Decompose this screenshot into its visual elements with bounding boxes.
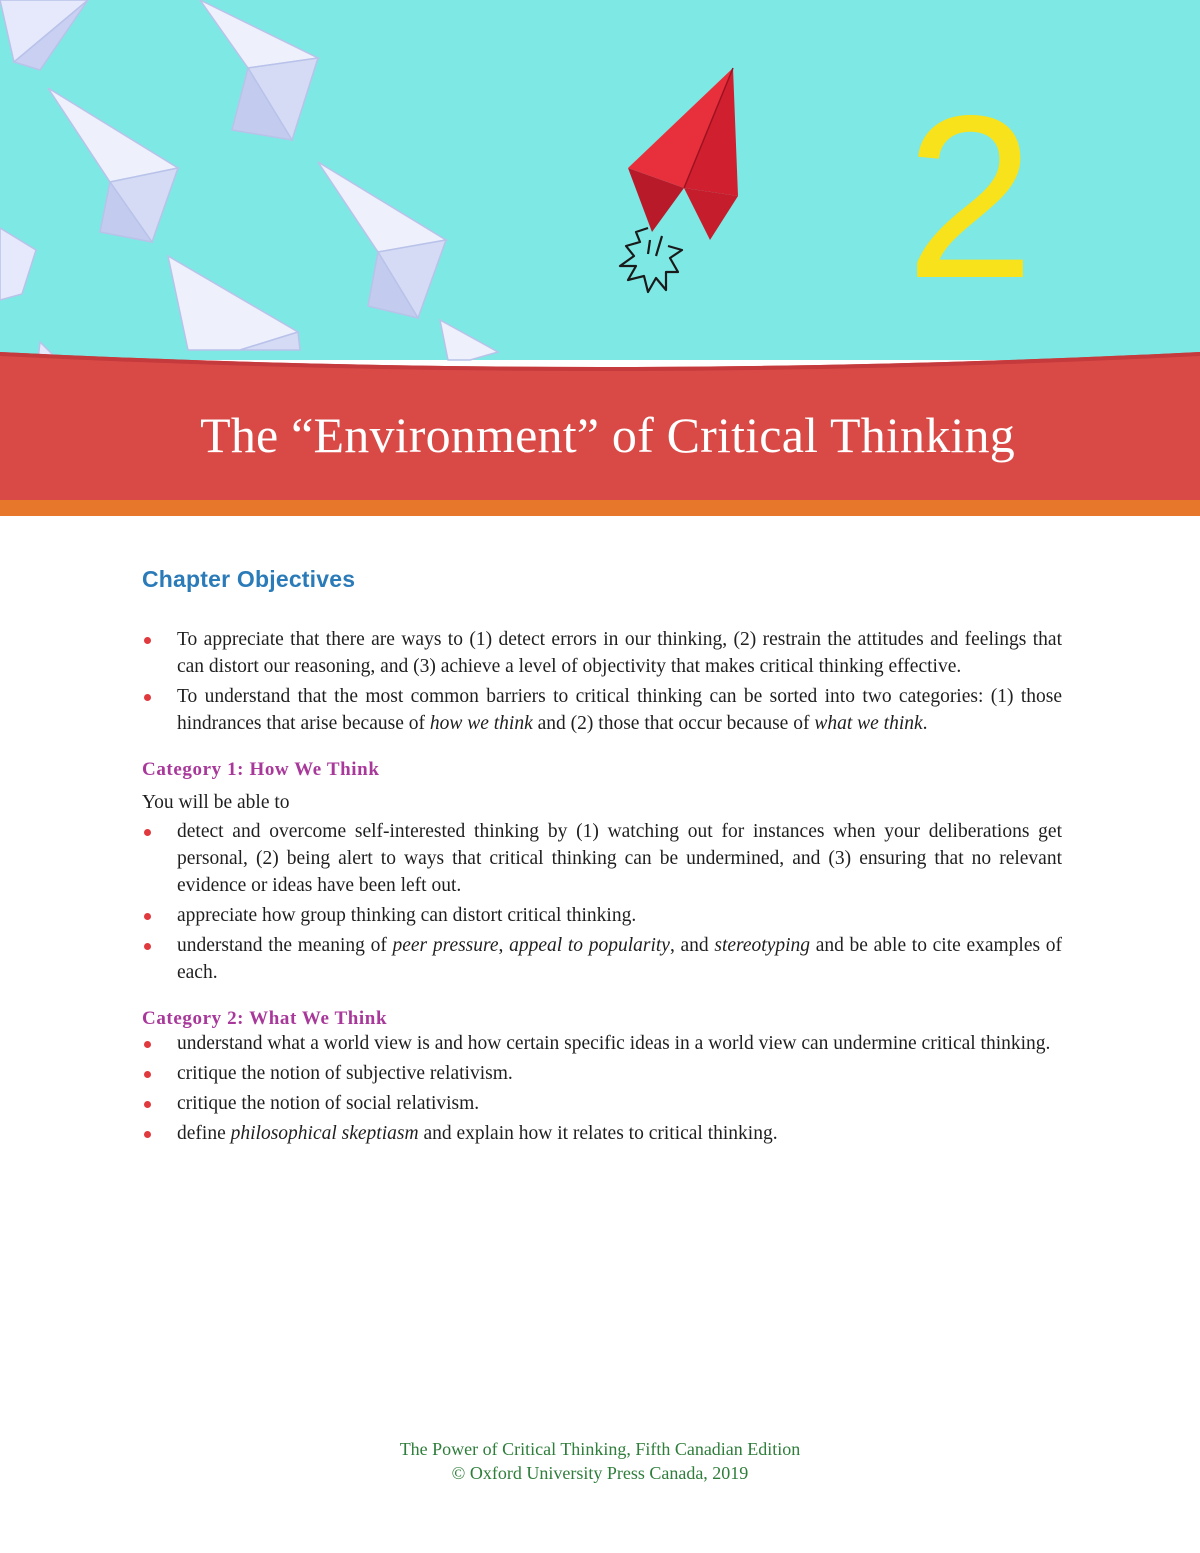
list-item-text: , and	[669, 935, 715, 956]
list-item-text: .	[922, 713, 928, 734]
list-item-text: critique the notion of social relativism.	[177, 1093, 480, 1114]
bullet-icon	[144, 913, 151, 920]
list-item-text: To appreciate that there are ways to (1) detect errors in our thinking, (2) restrain the attitudes and feelings that can distort our reasoning, and (3) achieve a level of objectivity that makes critical thinking effective.	[177, 629, 1062, 677]
category-2-list	[142, 1030, 1062, 1147]
list-item-text: and explain how it relates to critical thinking.	[418, 1123, 778, 1144]
list-item-text: ,	[498, 935, 510, 956]
footer-book-title: The Power of Critical Thinking, Fifth Canadian Edition	[399, 1439, 801, 1459]
chapter-number: 2	[905, 68, 1035, 327]
page-footer	[0, 1437, 1200, 1485]
list-item-text: understand what a world view is and how certain specific ideas in a world view can undermine critical thinking.	[177, 1033, 1051, 1054]
category-1-heading: Category 1: How We Think	[142, 759, 380, 780]
list-item	[142, 626, 1062, 680]
list-item	[142, 902, 1062, 929]
list-item	[142, 1060, 1062, 1087]
list-item-text: To understand that the most common barriers to critical thinking can be sorted into two categories: (1) those hindrances that arise because of	[177, 686, 1062, 734]
bullet-icon	[144, 943, 151, 950]
category-2-heading: Category 2: What We Think	[142, 1008, 388, 1029]
chapter-title: The “Environment” of Critical Thinking	[200, 407, 1015, 463]
emphasis-text: appeal to popularity	[509, 935, 670, 956]
bullet-icon	[144, 1041, 151, 1048]
list-item	[142, 683, 1062, 737]
footer-copyright: © Oxford University Press Canada, 2019	[451, 1463, 749, 1483]
emphasis-text: philosophical skeptiasm	[230, 1123, 419, 1144]
list-item-text: detect and overcome self-interested thinking by (1) watching out for instances when your deliberations get personal, (2) being alert to ways that critical thinking can be undermined, and (3) ensuring that no relevant evidence or ideas have been left out.	[177, 821, 1062, 896]
bullet-icon	[144, 1071, 151, 1078]
list-item	[142, 818, 1062, 899]
list-item-text: understand the meaning of	[177, 935, 393, 956]
list-item	[142, 1120, 1062, 1147]
category-1-intro: You will be able to	[142, 792, 290, 813]
bullet-icon	[144, 637, 151, 644]
bullet-icon	[144, 1101, 151, 1108]
accent-stripe	[0, 500, 1200, 516]
bullet-icon	[144, 1131, 151, 1138]
emphasis-text: how we think	[429, 713, 533, 734]
bullet-icon	[144, 694, 151, 701]
list-item-text: critique the notion of subjective relativism.	[177, 1063, 513, 1084]
list-item-text: appreciate how group thinking can distort critical thinking.	[177, 905, 637, 926]
emphasis-text: stereotyping	[714, 935, 811, 956]
list-item	[142, 1030, 1062, 1057]
chapter-objectives-section	[142, 566, 1062, 1150]
list-item	[142, 932, 1062, 986]
category-1-list	[142, 818, 1062, 986]
list-item	[142, 1090, 1062, 1117]
list-item-text: and be able to cite examples of each.	[177, 935, 1063, 983]
list-item-text: and (2) those that occur because of	[532, 713, 815, 734]
objectives-heading: Chapter Objectives	[142, 566, 356, 592]
emphasis-text: peer pressure	[392, 935, 499, 956]
objectives-list	[142, 626, 1062, 737]
emphasis-text: what we think	[814, 713, 923, 734]
bullet-icon	[144, 829, 151, 836]
list-item-text: define	[177, 1123, 231, 1144]
